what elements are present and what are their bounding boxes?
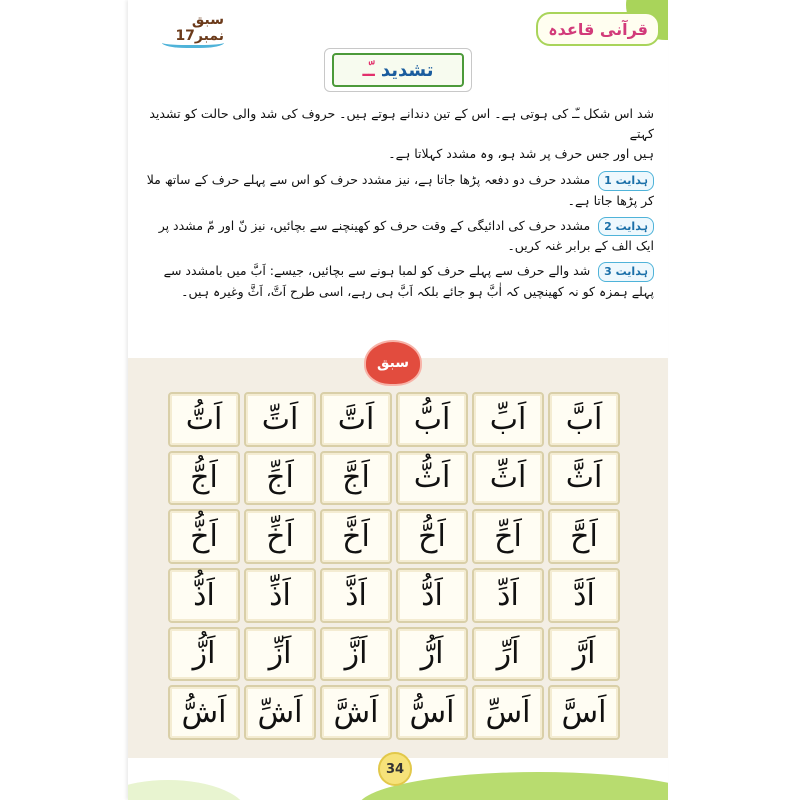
page-number <box>378 752 412 786</box>
lesson-number-badge <box>162 8 224 48</box>
letter-cell: اَزَّ <box>320 627 392 682</box>
letter-cell: اَثِّ <box>472 451 544 506</box>
letter-cell: اَجِّ <box>244 451 316 506</box>
page-number-label: 34 <box>385 761 405 777</box>
letter-cell: اَذَّ <box>320 568 392 623</box>
letter-cell: اَبِّ <box>472 392 544 447</box>
letter-cell: اَثُّ <box>396 451 468 506</box>
letter-cell: اَبَّ <box>548 392 620 447</box>
lesson-number: سبق نمبر17 <box>175 12 224 44</box>
title-label: تشدید <box>380 59 434 81</box>
bottom-decoration-left <box>128 780 248 800</box>
letter-cell: اَدَّ <box>548 568 620 623</box>
rule-tag: ہدایت 1 <box>598 171 654 191</box>
book-title-badge <box>536 12 660 46</box>
letter-cell: اَزُّ <box>168 627 240 682</box>
letter-cell: اَسُّ <box>396 685 468 740</box>
letter-cell: اَشُّ <box>168 685 240 740</box>
letter-cell: اَخِّ <box>244 509 316 564</box>
title-frame <box>324 48 472 92</box>
letter-cell: اَذُّ <box>168 568 240 623</box>
letter-cell: اَدِّ <box>472 568 544 623</box>
letter-cell: اَذِّ <box>244 568 316 623</box>
intro-line-2: ہیں اور جس حرف پر شد ہو، وہ مشدد کہلاتا ہے۔ <box>388 146 654 161</box>
lesson-badge <box>364 340 422 386</box>
letter-cell: اَتُّ <box>168 392 240 447</box>
letter-cell: اَخُّ <box>168 509 240 564</box>
wave-decoration <box>162 35 224 48</box>
rule-1 <box>146 170 654 211</box>
rule-tag: ہدایت 3 <box>598 262 654 282</box>
rule-3 <box>146 261 654 302</box>
letter-cell: اَتِّ <box>244 392 316 447</box>
letter-cell: اَسِّ <box>472 685 544 740</box>
letter-cell: اَجَّ <box>320 451 392 506</box>
letter-cell: اَشِّ <box>244 685 316 740</box>
rule-text: مشدد حرف کی ادائیگی کے وقت حرف کو کھینچنے سے بچائیں، نیز نّ اور مّ مشدد پر ایک الف کے برابر غنہ کریں۔ <box>158 217 654 254</box>
book-page <box>128 0 668 800</box>
letter-cell: اَرَّ <box>548 627 620 682</box>
letter-cell: اَحَّ <box>548 509 620 564</box>
letter-cell: اَحِّ <box>472 509 544 564</box>
page-title <box>332 53 464 87</box>
letter-cell: اَجُّ <box>168 451 240 506</box>
letter-grid <box>168 392 620 740</box>
rule-2 <box>146 216 654 257</box>
letter-cell: اَزِّ <box>244 627 316 682</box>
letter-cell: اَرُّ <box>396 627 468 682</box>
shadda-mark: ـّـ <box>362 59 375 81</box>
letter-cell: اَخَّ <box>320 509 392 564</box>
letter-cell: اَشَّ <box>320 685 392 740</box>
rule-tag: ہدایت 2 <box>598 217 654 237</box>
intro-line-1: شد اس شکل ـّـ کی ہوتی ہے۔ اس کے تین دندانے ہوتے ہیں۔ حروف کی شد والی حالت کو تشدید کہتے <box>149 106 654 141</box>
book-title: قرآنی قاعدہ <box>548 19 648 39</box>
letter-cell: اَدُّ <box>396 568 468 623</box>
rule-text: شد والے حرف سے پہلے حرف کو لمبا ہونے سے بچائیں، جیسے: اَبَّ میں بامشدد سے پہلے ہمزہ کو نہ کھینچیں کہ اٰبَّ ہو جائے بلکہ اَبَّ ہی رہے، اسی طرح اَتَّ، اَثَّ وغیرہ ہیں۔ <box>163 263 654 299</box>
lesson-badge-label: سبق <box>376 355 410 371</box>
rule-text: مشدد حرف دو دفعہ پڑھا جاتا ہے، نیز مشدد حرف کو اس سے پہلے حرف کے ساتھ ملا کر پڑھا جاتا ہے۔ <box>146 172 654 208</box>
letter-cell: اَتَّ <box>320 392 392 447</box>
letter-cell: اَثَّ <box>548 451 620 506</box>
letter-cell: اَبُّ <box>396 392 468 447</box>
letter-cell: اَسَّ <box>548 685 620 740</box>
letter-cell: اَحُّ <box>396 509 468 564</box>
letter-cell: اَرِّ <box>472 627 544 682</box>
intro-paragraph <box>146 104 654 164</box>
instructions <box>146 100 654 307</box>
